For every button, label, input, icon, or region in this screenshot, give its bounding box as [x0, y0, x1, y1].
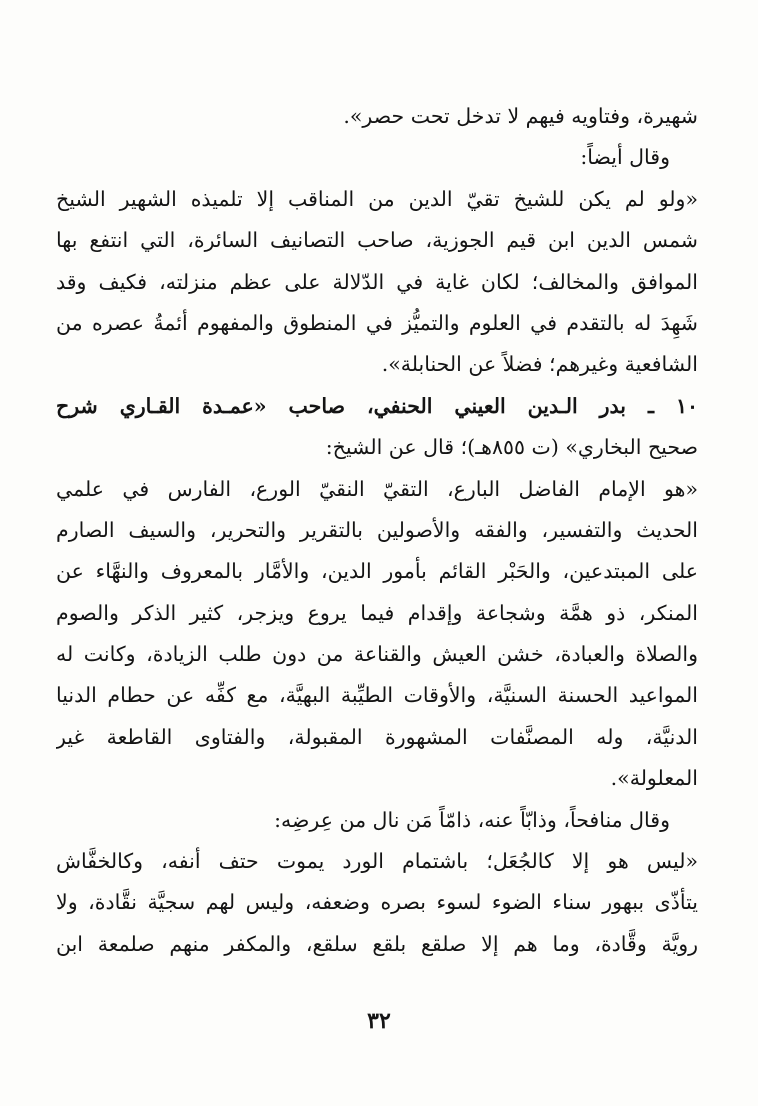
text-line: «هو الإمام الفاضل البارع، التقيّ النقيّ الورع، الفارس في علمي — [56, 476, 698, 501]
text-line: رويَّة وقَّادة، وما هم إلا صلقع بلقع سلقع، والمكفر منهم صلمعة ابن — [56, 931, 698, 956]
text-line: على المبتدعين، والحَبْر القائم بأمور الدين، والأمَّار بالمعروف والنهَّاء عن — [56, 559, 698, 584]
text-line: والصلاة والعبادة، خشن العيش والقناعة من دون طلب الزيادة، وكانت له — [56, 642, 698, 667]
text-line: الحديث والتفسير، والفقه والأصولين بالتقرير والتحرير، والسيف الصارم — [56, 517, 698, 542]
text-line: «ليس هو إلا كالجُعَل؛ باشتمام الورد يموت حتف أنفه، وكالخفَّاش — [56, 849, 698, 874]
text-line: «ولو لم يكن للشيخ تقيّ الدين من المناقب إلا تلميذه الشهير الشيخ — [56, 186, 698, 211]
text-line: شهيرة، وفتاويه فيهم لا تدخل تحت حصر». — [343, 104, 698, 128]
page-number: ٣٢ — [367, 1008, 391, 1034]
text-line: وقال منافحاً، وذابّاً عنه، ذامّاً مَن نال من عِرضِه: — [274, 807, 670, 832]
text-line: شَهِدَ له بالتقدم في العلوم والتميُّز في المنطوق والمفهوم أئمةُ عصره من — [56, 310, 698, 335]
text-line: وقال أيضاً: — [580, 145, 670, 170]
section-heading-line: ١٠ ـ بدر الـدين العيني الحنفي، صاحب «عمـدة القـاري شرح — [56, 393, 698, 418]
text-line: المواعيد الحسنة السنيَّة، والأوقات الطيِّبة البهيَّة، مع كفِّه عن حطام الدنيا — [56, 683, 698, 708]
text-line: الدنيَّة، وله المصنَّفات المشهورة المقبولة، والفتاوى القاطعة غير — [56, 724, 698, 749]
text-line: المنكر، ذو همَّة وشجاعة وإقدام فيما يروع ويزجر، كثير الذكر والصوم — [56, 600, 698, 625]
text-line: الشافعية وغيرهم؛ فضلاً عن الحنابلة». — [381, 352, 698, 377]
text-line: يتأذّى ببهور سناء الضوء لسوء بصره وضعفه، وليس لهم سجيَّة نقَّادة، ولا — [56, 890, 698, 915]
text-line: صحيح البخاري» (ت ٨٥٥هـ)؛ قال عن الشيخ: — [325, 435, 698, 460]
text-line: الموافق والمخالف؛ لكان غاية في الدّلالة على عظم منزلته، فكيف وقد — [56, 269, 698, 294]
text-line: المعلولة». — [610, 766, 698, 791]
text-line: شمس الدين ابن قيم الجوزية، صاحب التصانيف السائرة، التي انتفع بها — [56, 228, 698, 253]
body-text — [56, 96, 698, 965]
